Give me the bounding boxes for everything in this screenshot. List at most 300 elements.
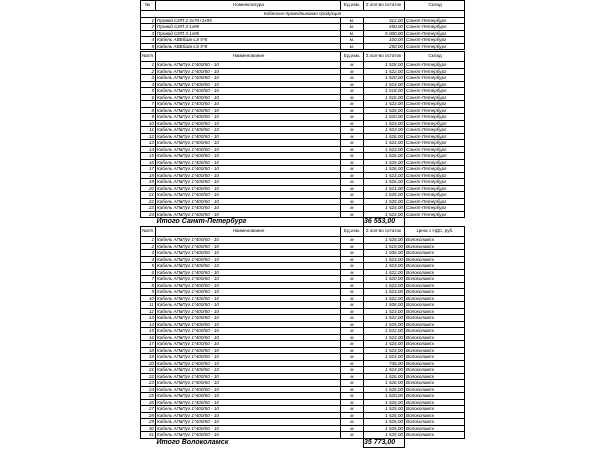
quantity: 1 524,00 (364, 140, 405, 147)
warehouse: Волоколамск (405, 380, 465, 387)
quantity: 1 523,00 (364, 101, 405, 108)
table-header (141, 52, 465, 62)
quantity: 1 525,00 (364, 432, 405, 439)
quantity: 1 525,00 (364, 406, 405, 413)
quantity: 1 526,00 (364, 153, 405, 160)
item-name: Кабель АПвПуг 1*400/50 - 10 (156, 386, 341, 393)
unit: м (341, 373, 364, 380)
warehouse: Санкт-Петербург (405, 81, 465, 88)
col-qty-header: Σ кол-во остаток (364, 1, 405, 11)
table-section-1 (140, 0, 465, 50)
warehouse: Волоколамск (405, 282, 465, 289)
warehouse: Санкт-Петербург (405, 140, 465, 147)
quantity: 1 526,00 (364, 179, 405, 186)
unit: м (341, 107, 364, 114)
item-name: Кабель АПвПуг 1*400/50 - 10 (156, 269, 341, 276)
item-name: Кабель АПвПуг 1*400/50 - 10 (156, 153, 341, 160)
row-number: 3 (141, 250, 156, 257)
item-name: Кабель АПвПуг 1*400/50 - 10 (156, 179, 341, 186)
quantity: 1 524,00 (364, 205, 405, 212)
row-number: 17 (141, 166, 156, 173)
unit: м (341, 295, 364, 302)
item-name: Кабель АПвПуг 1*400/50 - 10 (156, 302, 341, 309)
item-name: Кабель АПвПуг 1*400/50 - 10 (156, 432, 341, 439)
row-number: 20 (141, 185, 156, 192)
row-number: 5 (141, 43, 156, 50)
item-name: Кабель АПвПуг 1*400/50 - 10 (156, 62, 341, 69)
quantity: 1 520,00 (364, 276, 405, 283)
col-num-header: №п/п (141, 227, 156, 237)
quantity: 1 526,00 (364, 373, 405, 380)
row-number: 3 (141, 30, 156, 37)
warehouse: Волоколамск (405, 412, 465, 419)
item-name: Кабель АПвПуг 1*400/50 - 10 (156, 68, 341, 75)
item-name: Кабель АПвПуг 1*400/50 - 10 (156, 315, 341, 322)
row-number: 18 (141, 347, 156, 354)
row-number: 26 (141, 399, 156, 406)
item-name: Кабель АПвПуг 1*400/50 - 10 (156, 328, 341, 335)
warehouse: Волоколамск (405, 334, 465, 341)
row-number: 23 (141, 205, 156, 212)
item-name: Кабель АПвПуг 1*400/50 - 10 (156, 127, 341, 134)
row-number: 3 (141, 75, 156, 82)
item-name: Кабель АПвПуг 1*400/50 - 10 (156, 120, 341, 127)
warehouse: Волоколамск (405, 347, 465, 354)
row-number: 2 (141, 68, 156, 75)
row-number: 12 (141, 133, 156, 140)
quantity: 1 523,00 (364, 127, 405, 134)
unit: м. (341, 24, 364, 31)
warehouse: Санкт-Петербург (405, 120, 465, 127)
warehouse: Волоколамск (405, 315, 465, 322)
warehouse: Волоколамск (405, 373, 465, 380)
quantity: 1 506,00 (364, 250, 405, 257)
col-num-header: №п/п (141, 52, 156, 62)
warehouse: Волоколамск (405, 256, 465, 263)
warehouse: Волоколамск (405, 328, 465, 335)
row-number: 8 (141, 107, 156, 114)
quantity: 1 522,00 (364, 328, 405, 335)
unit: м (341, 341, 364, 348)
quantity: 1 524,00 (364, 341, 405, 348)
item-name: Кабель АПвПуг 1*400/50 - 10 (156, 393, 341, 400)
quantity: 1 524,00 (364, 81, 405, 88)
unit: м (341, 250, 364, 257)
unit: м (341, 347, 364, 354)
unit: м (341, 185, 364, 192)
row-number: 25 (141, 393, 156, 400)
item-name: Кабель АПвПуг 1*400/50 - 10 (156, 159, 341, 166)
item-name: Кабель АПвПуг 1*400/50 - 10 (156, 308, 341, 315)
item-name: Кабель АПвПуг 1*400/50 - 10 (156, 276, 341, 283)
warehouse: Санкт-Петербург (405, 30, 465, 37)
item-name: Кабель АПвПуг 1*400/50 - 10 (156, 406, 341, 413)
warehouse: Волоколамск (405, 308, 465, 315)
warehouse: Волоколамск (405, 263, 465, 270)
row-number: 27 (141, 406, 156, 413)
item-name: Кабель АПвПуг 1*400/50 - 10 (156, 419, 341, 426)
item-name: Кабель АПвПуг 1*400/50 - 10 (156, 81, 341, 88)
row-number: 22 (141, 373, 156, 380)
table-volokolamsk (140, 226, 465, 448)
warehouse: Санкт-Петербург (405, 114, 465, 121)
row-number: 19 (141, 179, 156, 186)
row-number: 8 (141, 282, 156, 289)
row-number: 6 (141, 94, 156, 101)
unit: м (341, 81, 364, 88)
item-name: Кабель АПвПуг 1*400/50 - 10 (156, 354, 341, 361)
unit: м (341, 380, 364, 387)
table-body-volokolamsk (141, 237, 465, 439)
item-name: Кабель АПвПуг 1*400/50 - 10 (156, 94, 341, 101)
item-name: Кабель АПвПуг 1*400/50 - 10 (156, 334, 341, 341)
unit: м (341, 62, 364, 69)
unit: м (341, 133, 364, 140)
item-name: Кабель АПвПуг 1*400/50 - 10 (156, 289, 341, 296)
col-unit-header: Ед.изм. (341, 52, 364, 62)
quantity: 1 524,00 (364, 211, 405, 218)
unit: м (341, 159, 364, 166)
quantity: 450,00 (364, 24, 405, 31)
row-number: 21 (141, 367, 156, 374)
warehouse: Санкт-Петербург (405, 192, 465, 199)
unit: м (341, 432, 364, 439)
unit: м (341, 399, 364, 406)
unit: м (341, 302, 364, 309)
quantity: 1 524,00 (364, 354, 405, 361)
warehouse: Санкт-Петербург (405, 166, 465, 173)
col-store-header: Склад (405, 52, 465, 62)
row-number: 16 (141, 159, 156, 166)
row-number: 15 (141, 328, 156, 335)
total-label: Итого Санкт-Петербург (156, 218, 247, 226)
total-value: 36 553,00 (364, 218, 405, 227)
col-unit-header: Ед.изм. (341, 227, 364, 237)
unit: м (341, 166, 364, 173)
warehouse: Волоколамск (405, 360, 465, 367)
table-row (141, 43, 465, 50)
unit: м (341, 237, 364, 244)
quantity: 1 526,00 (364, 386, 405, 393)
row-number: 18 (141, 172, 156, 179)
warehouse: Санкт-Петербург (405, 205, 465, 212)
item-name: Кабель АПвПуг 1*400/50 - 10 (156, 399, 341, 406)
row-number: 14 (141, 146, 156, 153)
warehouse: Волоколамск (405, 289, 465, 296)
table-header (141, 1, 465, 11)
unit: м. (341, 37, 364, 44)
warehouse: Санкт-Петербург (405, 101, 465, 108)
item-name: Кабель АПвПуг 1*400/50 - 10 (156, 101, 341, 108)
row-number: 10 (141, 120, 156, 127)
col-store-header: Склад (405, 1, 465, 11)
warehouse: Волоколамск (405, 302, 465, 309)
table-body-spb (141, 62, 465, 218)
unit: м (341, 243, 364, 250)
warehouse: Санкт-Петербург (405, 107, 465, 114)
warehouse: Санкт-Петербург (405, 43, 465, 50)
warehouse: Санкт-Петербург (405, 153, 465, 160)
warehouse: Санкт-Петербург (405, 172, 465, 179)
item-name: Кабель АПвПуг 1*400/50 - 10 (156, 237, 341, 244)
warehouse: Санкт-Петербург (405, 75, 465, 82)
row-number: 31 (141, 432, 156, 439)
quantity: 1 526,00 (364, 133, 405, 140)
row-number: 19 (141, 354, 156, 361)
unit: м (341, 393, 364, 400)
quantity: 1 519,00 (364, 243, 405, 250)
col-name-header: Наименование (156, 52, 341, 62)
section-title: Кабельно-проводниковая продукция (141, 11, 465, 18)
quantity: 1 525,00 (364, 198, 405, 205)
unit: м (341, 140, 364, 147)
warehouse: Санкт-Петербург (405, 133, 465, 140)
row-number: 24 (141, 211, 156, 218)
row-number: 11 (141, 302, 156, 309)
warehouse: Волоколамск (405, 419, 465, 426)
quantity: 1 524,00 (364, 334, 405, 341)
warehouse: Волоколамск (405, 276, 465, 283)
row-number: 1 (141, 237, 156, 244)
quantity: 1 524,00 (364, 367, 405, 374)
item-name: Кабель АПвПуг 1*400/50 - 10 (156, 205, 341, 212)
unit: м (341, 146, 364, 153)
table-header (141, 227, 465, 237)
unit: м (341, 211, 364, 218)
unit: м (341, 386, 364, 393)
quantity: 1 526,00 (364, 166, 405, 173)
quantity: 1 525,00 (364, 192, 405, 199)
quantity: 1 526,00 (364, 237, 405, 244)
quantity: 1 522,00 (364, 315, 405, 322)
unit: м (341, 425, 364, 432)
warehouse: Санкт-Петербург (405, 146, 465, 153)
row-number: 9 (141, 114, 156, 121)
col-price-header: Цена с НДС, руб. (405, 227, 465, 237)
item-name: Кабель АПвПуг 1*400/50 - 10 (156, 412, 341, 419)
warehouse: Волоколамск (405, 269, 465, 276)
unit: м (341, 68, 364, 75)
row-number: 2 (141, 24, 156, 31)
quantity: 1 523,00 (364, 282, 405, 289)
warehouse: Санкт-Петербург (405, 185, 465, 192)
row-number: 1 (141, 17, 156, 24)
quantity: 1 525,00 (364, 419, 405, 426)
item-name: Кабель АПвПуг 1*400/50 - 10 (156, 211, 341, 218)
row-number: 1 (141, 62, 156, 69)
item-name: Кабель АПвПуг 1*400/50 - 10 (156, 185, 341, 192)
row-number: 4 (141, 256, 156, 263)
unit: м (341, 354, 364, 361)
quantity: 1 521,00 (364, 185, 405, 192)
quantity: 1 516,00 (364, 94, 405, 101)
item-name: Кабель АПвПуг 1*400/50 - 10 (156, 282, 341, 289)
col-num-header: № (141, 1, 156, 11)
item-name: Кабель АПвПуг 1*400/50 - 10 (156, 347, 341, 354)
quantity: 1 523,00 (364, 263, 405, 270)
quantity: 1 520,00 (364, 393, 405, 400)
table-spb (140, 51, 465, 227)
row-number: 24 (141, 386, 156, 393)
warehouse: Санкт-Петербург (405, 127, 465, 134)
unit: м (341, 419, 364, 426)
quantity: 1 528,00 (364, 62, 405, 69)
warehouse: Волоколамск (405, 237, 465, 244)
row-number: 11 (141, 127, 156, 134)
item-name: Кабель АПвПуг 1*400/50 - 10 (156, 146, 341, 153)
unit: м (341, 276, 364, 283)
total-value: 35 773,00 (364, 438, 405, 447)
unit: м (341, 360, 364, 367)
item-name: Кабель АПвПуг 1*400/50 - 10 (156, 425, 341, 432)
row-number: 4 (141, 37, 156, 44)
unit: м (341, 269, 364, 276)
row-number: 15 (141, 153, 156, 160)
row-number: 5 (141, 263, 156, 270)
quantity: 1 526,00 (364, 107, 405, 114)
quantity: 1 523,00 (364, 308, 405, 315)
quantity: 5 000,00 (364, 30, 405, 37)
item-name: Кабель АПвПуг 1*400/50 - 10 (156, 198, 341, 205)
item-name: Кабель АПвПуг 1*400/50 - 10 (156, 341, 341, 348)
total-row-volokolamsk (141, 438, 465, 447)
unit: м (341, 289, 364, 296)
quantity: 1 518,00 (364, 88, 405, 95)
unit: м (341, 94, 364, 101)
col-name-header: Наименование (156, 227, 341, 237)
item-name: Кабель АПвПуг 1*400/50 - 10 (156, 380, 341, 387)
warehouse: Санкт-Петербург (405, 198, 465, 205)
quantity: 736,00 (364, 360, 405, 367)
row-number: 20 (141, 360, 156, 367)
row-number: 7 (141, 276, 156, 283)
col-unit-header: Ед.изм. (341, 1, 364, 11)
item-name: Кабель АПвПуг 1*400/50 - 10 (156, 373, 341, 380)
unit: м (341, 308, 364, 315)
unit: м (341, 120, 364, 127)
quantity: 1 522,00 (364, 295, 405, 302)
row-number: 17 (141, 341, 156, 348)
quantity: 1 526,00 (364, 412, 405, 419)
unit: м. (341, 30, 364, 37)
item-name: Кабель АПвПуг 1*400/50 - 10 (156, 250, 341, 257)
unit: м. (341, 43, 364, 50)
warehouse: Санкт-Петербург (405, 159, 465, 166)
warehouse: Волоколамск (405, 393, 465, 400)
quantity: 312,00 (364, 17, 405, 24)
unit: м (341, 406, 364, 413)
unit: м (341, 192, 364, 199)
col-qty-header: Σ кол-во остаток (364, 227, 405, 237)
quantity: 1 526,00 (364, 425, 405, 432)
unit: м (341, 179, 364, 186)
item-name: Кабель АПвПуг 1*400/50 - 10 (156, 133, 341, 140)
warehouse: Волоколамск (405, 295, 465, 302)
unit: м (341, 367, 364, 374)
quantity: 1 522,00 (364, 269, 405, 276)
unit: м (341, 101, 364, 108)
item-name: Кабель АПвПуг 1*400/50 - 10 (156, 114, 341, 121)
unit: м (341, 75, 364, 82)
unit: м (341, 282, 364, 289)
quantity: 1 523,00 (364, 172, 405, 179)
quantity: 1 524,00 (364, 120, 405, 127)
item-name: Кабель АВБбШв-LS 5*8 (156, 37, 341, 44)
row-number: 22 (141, 198, 156, 205)
unit: м (341, 114, 364, 121)
unit: м (341, 172, 364, 179)
item-name: Кабель АВБбШв-LS 5*8 (156, 43, 341, 50)
quantity: 1 525,00 (364, 159, 405, 166)
quantity: 250,00 (364, 43, 405, 50)
warehouse: Санкт-Петербург (405, 211, 465, 218)
row-number: 13 (141, 315, 156, 322)
quantity: 1 520,00 (364, 75, 405, 82)
unit: м (341, 153, 364, 160)
quantity: 1 525,00 (364, 321, 405, 328)
item-name: Кабель АПвПуг 1*400/50 - 10 (156, 367, 341, 374)
unit: м (341, 328, 364, 335)
warehouse: Санкт-Петербург (405, 94, 465, 101)
row-number: 13 (141, 140, 156, 147)
unit: м (341, 263, 364, 270)
row-number: 28 (141, 412, 156, 419)
row-number: 12 (141, 308, 156, 315)
item-name: Кабель АПвПуг 1*400/50 - 10 (156, 88, 341, 95)
item-name: Кабель АПвПуг 1*400/50 - 10 (156, 295, 341, 302)
item-name: Кабель АПвПуг 1*400/50 - 10 (156, 263, 341, 270)
row-number: 21 (141, 192, 156, 199)
row-number: 4 (141, 81, 156, 88)
item-name: Кабель АПвПуг 1*400/50 - 10 (156, 192, 341, 199)
row-number: 9 (141, 289, 156, 296)
quantity: 1 526,00 (364, 399, 405, 406)
quantity: 1 522,00 (364, 68, 405, 75)
col-qty-header: Σ кол-во остаток (364, 52, 405, 62)
unit: м. (341, 17, 364, 24)
unit: м (341, 127, 364, 134)
item-name: Кабель АПвПуг 1*400/50 - 10 (156, 243, 341, 250)
warehouse: Волоколамск (405, 321, 465, 328)
row-number: 23 (141, 380, 156, 387)
unit: м (341, 88, 364, 95)
warehouse: Волоколамск (405, 425, 465, 432)
row-number: 2 (141, 243, 156, 250)
warehouse: Санкт-Петербург (405, 62, 465, 69)
row-number: 7 (141, 101, 156, 108)
warehouse: Санкт-Петербург (405, 24, 465, 31)
warehouse: Волоколамск (405, 341, 465, 348)
unit: м (341, 412, 364, 419)
item-name: Кабель АПвПуг 1*400/50 - 10 (156, 360, 341, 367)
item-name: Кабель АПвПуг 1*400/50 - 10 (156, 172, 341, 179)
warehouse: Волоколамск (405, 386, 465, 393)
quantity: 1 506,00 (364, 302, 405, 309)
row-number: 16 (141, 334, 156, 341)
warehouse: Волоколамск (405, 432, 465, 439)
table-body-1 (141, 17, 465, 50)
unit: м (341, 198, 364, 205)
warehouse: Волоколамск (405, 399, 465, 406)
col-name-header: Номенклатура (156, 1, 341, 11)
unit: м (341, 315, 364, 322)
item-name: Провод СИП 3 1х95 (156, 24, 341, 31)
item-name: Кабель АПвПуг 1*400/50 - 10 (156, 107, 341, 114)
warehouse: Волоколамск (405, 406, 465, 413)
warehouse: Санкт-Петербург (405, 37, 465, 44)
item-name: Кабель АПвПуг 1*400/50 - 10 (156, 166, 341, 173)
warehouse: Волоколамск (405, 354, 465, 361)
